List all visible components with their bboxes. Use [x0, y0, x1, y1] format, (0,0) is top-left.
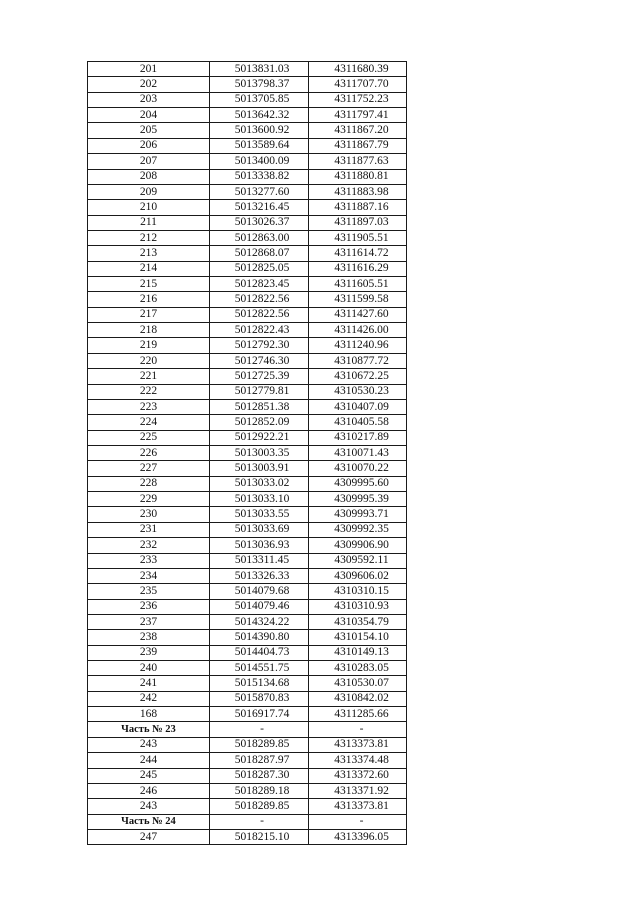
- x-coordinate-cell: 5013033.69: [210, 522, 309, 537]
- table-row: [88, 200, 407, 215]
- x-coordinate-cell: 5012863.00: [210, 230, 309, 245]
- table-row: [88, 707, 407, 722]
- table-row: [88, 584, 407, 599]
- x-coordinate-cell: 5018289.85: [210, 799, 309, 814]
- x-coordinate-cell: 5012851.38: [210, 399, 309, 414]
- table-row: [88, 261, 407, 276]
- table-row: [88, 568, 407, 583]
- y-coordinate-cell: 4311867.20: [309, 123, 407, 138]
- y-coordinate-cell: 4310877.72: [309, 353, 407, 368]
- y-coordinate-cell: 4313372.60: [309, 768, 407, 783]
- table-row: [88, 630, 407, 645]
- y-coordinate-cell: 4311599.58: [309, 292, 407, 307]
- x-coordinate-cell: 5012746.30: [210, 353, 309, 368]
- point-number-cell: 206: [88, 138, 210, 153]
- x-coordinate-cell: 5015134.68: [210, 676, 309, 691]
- x-coordinate-cell: 5013033.55: [210, 507, 309, 522]
- y-coordinate-cell: 4310842.02: [309, 691, 407, 706]
- x-coordinate-cell: 5013400.09: [210, 154, 309, 169]
- x-coordinate-cell: 5012822.43: [210, 323, 309, 338]
- table-row: [88, 753, 407, 768]
- y-coordinate-cell: 4310405.58: [309, 415, 407, 430]
- x-coordinate-cell: 5013026.37: [210, 215, 309, 230]
- table-row: [88, 154, 407, 169]
- x-coordinate-cell: 5013036.93: [210, 538, 309, 553]
- x-coordinate-cell: 5018215.10: [210, 829, 309, 844]
- table-row: [88, 77, 407, 92]
- x-coordinate-cell: 5012868.07: [210, 246, 309, 261]
- y-coordinate-cell: 4313371.92: [309, 783, 407, 798]
- y-coordinate-cell: 4311877.63: [309, 154, 407, 169]
- point-number-cell: Часть № 23: [88, 722, 210, 737]
- point-number-cell: 213: [88, 246, 210, 261]
- point-number-cell: 220: [88, 353, 210, 368]
- y-coordinate-cell: 4309995.60: [309, 476, 407, 491]
- x-coordinate-cell: 5016917.74: [210, 707, 309, 722]
- table-row: [88, 799, 407, 814]
- table-row: [88, 215, 407, 230]
- y-coordinate-cell: -: [309, 722, 407, 737]
- point-number-cell: 235: [88, 584, 210, 599]
- y-coordinate-cell: 4309906.90: [309, 538, 407, 553]
- y-coordinate-cell: 4311426.00: [309, 323, 407, 338]
- point-number-cell: 232: [88, 538, 210, 553]
- point-number-cell: 209: [88, 184, 210, 199]
- x-coordinate-cell: 5012779.81: [210, 384, 309, 399]
- point-number-cell: 216: [88, 292, 210, 307]
- table-row: [88, 123, 407, 138]
- table-row: [88, 246, 407, 261]
- table-row: [88, 230, 407, 245]
- x-coordinate-cell: 5013338.82: [210, 169, 309, 184]
- x-coordinate-cell: 5013326.33: [210, 568, 309, 583]
- point-number-cell: 234: [88, 568, 210, 583]
- table-row: [88, 768, 407, 783]
- table-row: [88, 307, 407, 322]
- y-coordinate-cell: 4313373.81: [309, 799, 407, 814]
- y-coordinate-cell: 4310154.10: [309, 630, 407, 645]
- point-number-cell: 202: [88, 77, 210, 92]
- point-number-cell: Часть № 24: [88, 814, 210, 829]
- x-coordinate-cell: 5012922.21: [210, 430, 309, 445]
- point-number-cell: 247: [88, 829, 210, 844]
- point-number-cell: 244: [88, 753, 210, 768]
- point-number-cell: 218: [88, 323, 210, 338]
- y-coordinate-cell: 4310530.07: [309, 676, 407, 691]
- y-coordinate-cell: 4310672.25: [309, 369, 407, 384]
- y-coordinate-cell: 4311897.03: [309, 215, 407, 230]
- x-coordinate-cell: 5013033.02: [210, 476, 309, 491]
- x-coordinate-cell: 5012823.45: [210, 277, 309, 292]
- point-number-cell: 215: [88, 277, 210, 292]
- table-row: [88, 138, 407, 153]
- x-coordinate-cell: 5014079.46: [210, 599, 309, 614]
- table-row: [88, 722, 407, 737]
- y-coordinate-cell: 4311880.81: [309, 169, 407, 184]
- table-row: [88, 399, 407, 414]
- point-number-cell: 208: [88, 169, 210, 184]
- x-coordinate-cell: 5013831.03: [210, 62, 309, 77]
- point-number-cell: 231: [88, 522, 210, 537]
- point-number-cell: 217: [88, 307, 210, 322]
- y-coordinate-cell: 4310283.05: [309, 661, 407, 676]
- x-coordinate-cell: 5012725.39: [210, 369, 309, 384]
- table-row: [88, 169, 407, 184]
- x-coordinate-cell: 5018287.30: [210, 768, 309, 783]
- point-number-cell: 212: [88, 230, 210, 245]
- point-number-cell: 205: [88, 123, 210, 138]
- table-row: [88, 476, 407, 491]
- y-coordinate-cell: 4313396.05: [309, 829, 407, 844]
- y-coordinate-cell: -: [309, 814, 407, 829]
- y-coordinate-cell: 4311883.98: [309, 184, 407, 199]
- y-coordinate-cell: 4311285.66: [309, 707, 407, 722]
- x-coordinate-cell: 5018289.85: [210, 737, 309, 752]
- point-number-cell: 228: [88, 476, 210, 491]
- y-coordinate-cell: 4313373.81: [309, 737, 407, 752]
- coordinates-table-body: [88, 62, 407, 845]
- table-row: [88, 783, 407, 798]
- table-row: [88, 538, 407, 553]
- table-row: [88, 323, 407, 338]
- y-coordinate-cell: 4311427.60: [309, 307, 407, 322]
- table-row: [88, 614, 407, 629]
- point-number-cell: 242: [88, 691, 210, 706]
- y-coordinate-cell: 4311680.39: [309, 62, 407, 77]
- table-row: [88, 184, 407, 199]
- table-row: [88, 369, 407, 384]
- y-coordinate-cell: 4310530.23: [309, 384, 407, 399]
- y-coordinate-cell: 4310149.13: [309, 645, 407, 660]
- table-row: [88, 338, 407, 353]
- y-coordinate-cell: 4311240.96: [309, 338, 407, 353]
- point-number-cell: 238: [88, 630, 210, 645]
- x-coordinate-cell: 5013642.32: [210, 108, 309, 123]
- point-number-cell: 226: [88, 445, 210, 460]
- table-row: [88, 676, 407, 691]
- table-row: [88, 384, 407, 399]
- y-coordinate-cell: 4311867.79: [309, 138, 407, 153]
- x-coordinate-cell: 5013033.10: [210, 492, 309, 507]
- table-row: [88, 661, 407, 676]
- point-number-cell: 211: [88, 215, 210, 230]
- point-number-cell: 237: [88, 614, 210, 629]
- table-row: [88, 415, 407, 430]
- table-row: [88, 507, 407, 522]
- y-coordinate-cell: 4309592.11: [309, 553, 407, 568]
- x-coordinate-cell: 5013600.92: [210, 123, 309, 138]
- x-coordinate-cell: 5018289.18: [210, 783, 309, 798]
- table-row: [88, 430, 407, 445]
- x-coordinate-cell: 5013798.37: [210, 77, 309, 92]
- point-number-cell: 207: [88, 154, 210, 169]
- table-row: [88, 645, 407, 660]
- table-row: [88, 445, 407, 460]
- coordinates-table: [87, 61, 407, 845]
- x-coordinate-cell: 5014404.73: [210, 645, 309, 660]
- table-row: [88, 829, 407, 844]
- y-coordinate-cell: 4310070.22: [309, 461, 407, 476]
- point-number-cell: 243: [88, 799, 210, 814]
- table-row: [88, 814, 407, 829]
- point-number-cell: 233: [88, 553, 210, 568]
- y-coordinate-cell: 4310310.15: [309, 584, 407, 599]
- table-row: [88, 522, 407, 537]
- point-number-cell: 225: [88, 430, 210, 445]
- x-coordinate-cell: 5012822.56: [210, 307, 309, 322]
- point-number-cell: 239: [88, 645, 210, 660]
- table-row: [88, 62, 407, 77]
- y-coordinate-cell: 4309995.39: [309, 492, 407, 507]
- point-number-cell: 240: [88, 661, 210, 676]
- point-number-cell: 229: [88, 492, 210, 507]
- y-coordinate-cell: 4310071.43: [309, 445, 407, 460]
- point-number-cell: 243: [88, 737, 210, 752]
- x-coordinate-cell: -: [210, 814, 309, 829]
- point-number-cell: 227: [88, 461, 210, 476]
- y-coordinate-cell: 4311616.29: [309, 261, 407, 276]
- x-coordinate-cell: 5018287.97: [210, 753, 309, 768]
- table-row: [88, 553, 407, 568]
- y-coordinate-cell: 4311905.51: [309, 230, 407, 245]
- point-number-cell: 219: [88, 338, 210, 353]
- y-coordinate-cell: 4311614.72: [309, 246, 407, 261]
- x-coordinate-cell: 5013003.91: [210, 461, 309, 476]
- y-coordinate-cell: 4311605.51: [309, 277, 407, 292]
- x-coordinate-cell: 5012822.56: [210, 292, 309, 307]
- point-number-cell: 168: [88, 707, 210, 722]
- y-coordinate-cell: 4311707.70: [309, 77, 407, 92]
- point-number-cell: 224: [88, 415, 210, 430]
- point-number-cell: 245: [88, 768, 210, 783]
- point-number-cell: 210: [88, 200, 210, 215]
- table-row: [88, 461, 407, 476]
- table-row: [88, 599, 407, 614]
- table-row: [88, 292, 407, 307]
- x-coordinate-cell: 5012825.05: [210, 261, 309, 276]
- table-row: [88, 277, 407, 292]
- point-number-cell: 223: [88, 399, 210, 414]
- point-number-cell: 204: [88, 108, 210, 123]
- point-number-cell: 246: [88, 783, 210, 798]
- table-row: [88, 737, 407, 752]
- point-number-cell: 221: [88, 369, 210, 384]
- y-coordinate-cell: 4309993.71: [309, 507, 407, 522]
- table-row: [88, 92, 407, 107]
- y-coordinate-cell: 4311752.23: [309, 92, 407, 107]
- y-coordinate-cell: 4310310.93: [309, 599, 407, 614]
- point-number-cell: 230: [88, 507, 210, 522]
- y-coordinate-cell: 4309992.35: [309, 522, 407, 537]
- x-coordinate-cell: 5013311.45: [210, 553, 309, 568]
- y-coordinate-cell: 4309606.02: [309, 568, 407, 583]
- x-coordinate-cell: 5015870.83: [210, 691, 309, 706]
- x-coordinate-cell: 5013705.85: [210, 92, 309, 107]
- x-coordinate-cell: 5014551.75: [210, 661, 309, 676]
- y-coordinate-cell: 4310354.79: [309, 614, 407, 629]
- point-number-cell: 201: [88, 62, 210, 77]
- y-coordinate-cell: 4313374.48: [309, 753, 407, 768]
- x-coordinate-cell: 5014390.80: [210, 630, 309, 645]
- point-number-cell: 222: [88, 384, 210, 399]
- x-coordinate-cell: 5012852.09: [210, 415, 309, 430]
- y-coordinate-cell: 4310407.09: [309, 399, 407, 414]
- y-coordinate-cell: 4311797.41: [309, 108, 407, 123]
- table-row: [88, 353, 407, 368]
- point-number-cell: 214: [88, 261, 210, 276]
- point-number-cell: 241: [88, 676, 210, 691]
- x-coordinate-cell: 5013003.35: [210, 445, 309, 460]
- y-coordinate-cell: 4310217.89: [309, 430, 407, 445]
- y-coordinate-cell: 4311887.16: [309, 200, 407, 215]
- table-row: [88, 691, 407, 706]
- x-coordinate-cell: 5012792.30: [210, 338, 309, 353]
- table-row: [88, 492, 407, 507]
- x-coordinate-cell: 5013277.60: [210, 184, 309, 199]
- x-coordinate-cell: 5014079.68: [210, 584, 309, 599]
- point-number-cell: 203: [88, 92, 210, 107]
- point-number-cell: 236: [88, 599, 210, 614]
- x-coordinate-cell: 5013589.64: [210, 138, 309, 153]
- table-row: [88, 108, 407, 123]
- x-coordinate-cell: 5014324.22: [210, 614, 309, 629]
- x-coordinate-cell: -: [210, 722, 309, 737]
- x-coordinate-cell: 5013216.45: [210, 200, 309, 215]
